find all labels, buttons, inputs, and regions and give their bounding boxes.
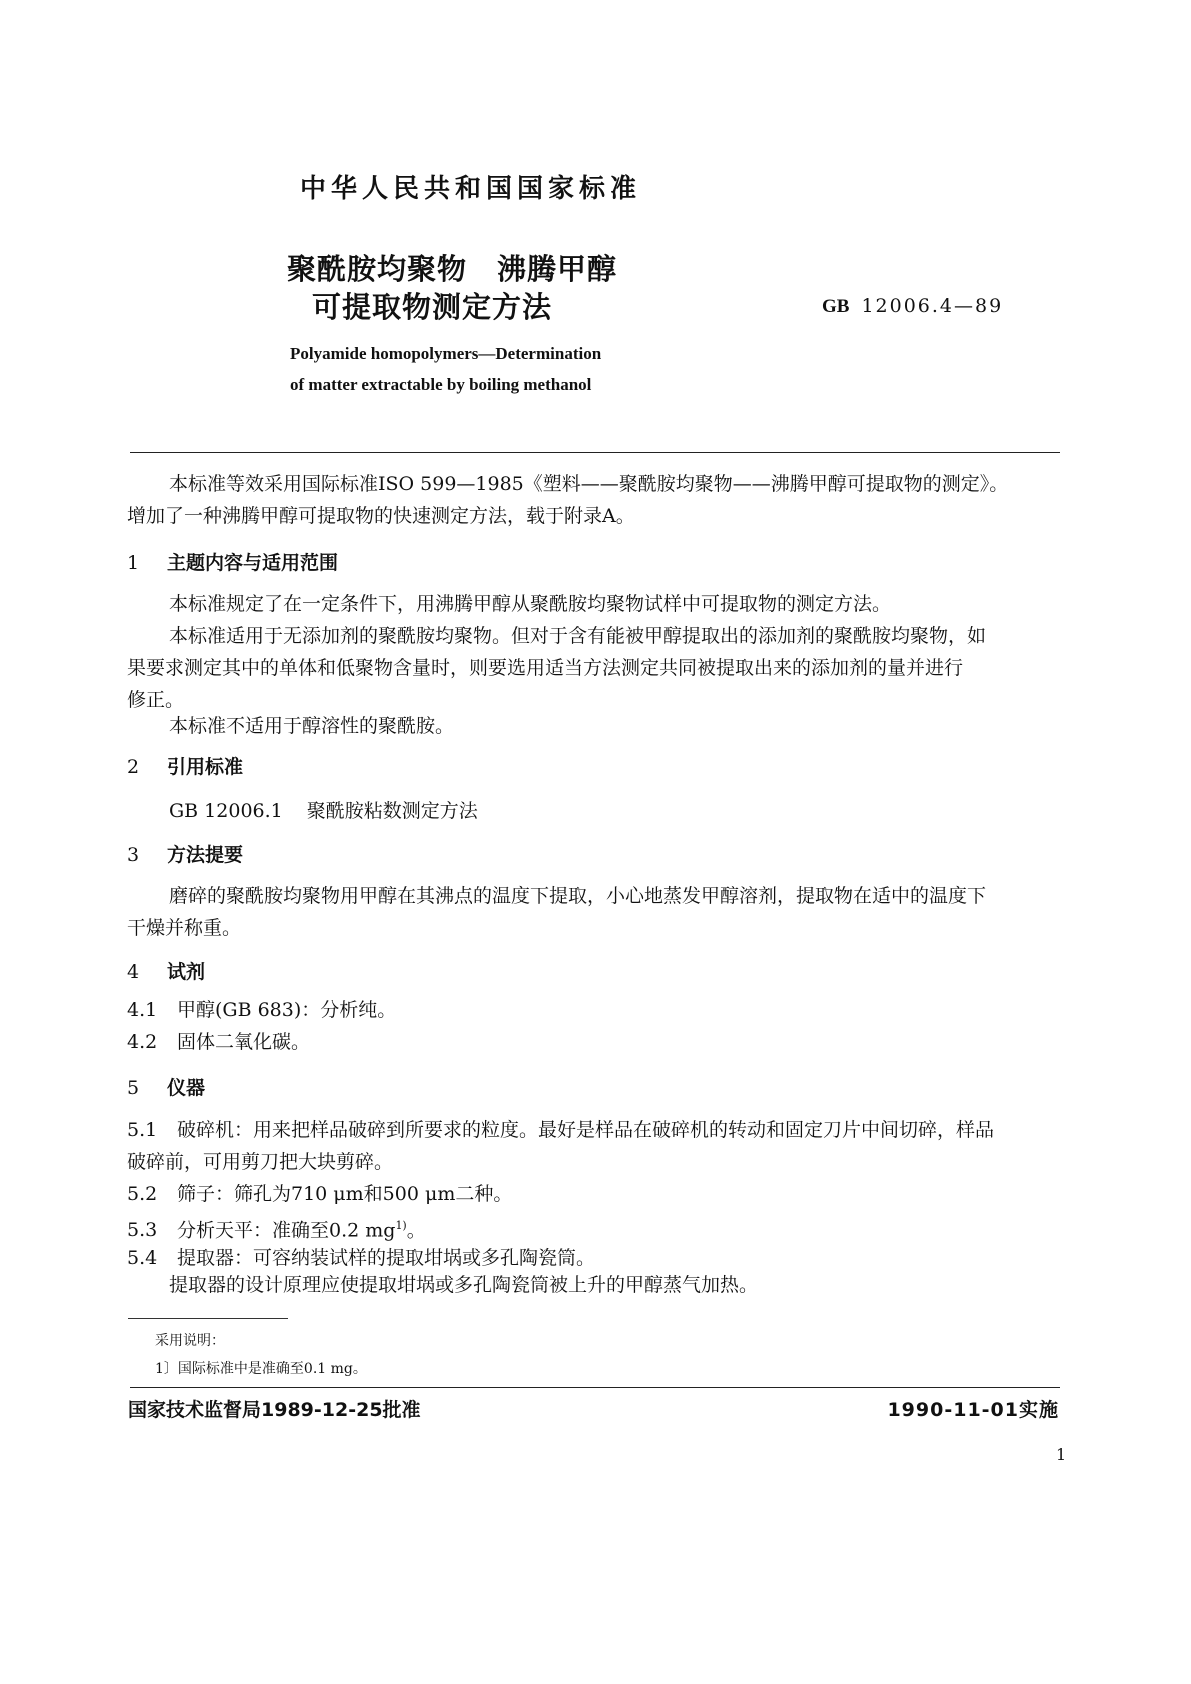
section-3-heading <box>127 840 243 867</box>
item-number: 5.4 <box>127 1247 158 1269</box>
reagent-item <box>127 994 396 1026</box>
apparatus-item-5-1-continued: 破碎前，可用剪刀把大块剪碎。 <box>127 1151 394 1173</box>
item-number: 5.2 <box>127 1183 158 1205</box>
item-text: 分析天平：准确至0.2 mg <box>177 1219 396 1242</box>
section-1-paragraph-2-line-1: 本标准适用于无添加剂的聚酰胺均聚物。但对于含有能被甲醇提取出的添加剂的聚酰胺均聚物，如 <box>169 625 987 647</box>
section-1-paragraph-2-line-3: 修正。 <box>127 689 185 711</box>
section-2-heading <box>127 752 243 779</box>
title-en-line-2: of matter extractable by boiling methanol <box>290 375 592 394</box>
section-3-title: 方法提要 <box>167 844 244 866</box>
reference-title: 聚酰胺粘数测定方法 <box>306 800 478 822</box>
section-2-title: 引用标准 <box>167 756 244 778</box>
section-1-title: 主题内容与适用范围 <box>167 552 339 574</box>
section-1-number: 1 <box>127 552 140 574</box>
section-1-paragraph-1: 本标准规定了在一定条件下，用沸腾甲醇从聚酰胺均聚物试样中可提取物的测定方法。 <box>169 593 892 615</box>
item-number: 4.2 <box>127 1031 158 1053</box>
item-text: 提取器：可容纳装试样的提取坩埚或多孔陶瓷筒。 <box>177 1247 596 1269</box>
reference-standard <box>169 795 478 827</box>
footnote-ref: 1) <box>395 1219 407 1232</box>
item-text: 固体二氧化碳。 <box>177 1031 311 1053</box>
section-3-number: 3 <box>127 844 140 866</box>
footnote-text: 1〕国际标准中是准确至0.1 mg。 <box>155 1361 367 1377</box>
header-rule <box>130 452 1060 453</box>
apparatus-item-5-4-note: 提取器的设计原理应使提取坩埚或多孔陶瓷筒被上升的甲醇蒸气加热。 <box>169 1274 759 1296</box>
effective-date: 1990-11-01实施 <box>887 1399 1059 1421</box>
section-4-title: 试剂 <box>167 961 206 983</box>
title-cn-line-1: 聚酰胺均聚物 沸腾甲醇 <box>287 252 618 286</box>
footnote-rule <box>128 1318 288 1319</box>
footnote-heading: 采用说明： <box>155 1333 225 1349</box>
apparatus-item-5-1 <box>127 1114 1062 1146</box>
item-text: 筛子：筛孔为710 μm和500 μm二种。 <box>177 1183 513 1205</box>
item-number: 5.3 <box>127 1219 158 1242</box>
title-en-line-1: Polyamide homopolymers—Determination <box>290 344 602 363</box>
standard-code-number: 12006.4—89 <box>861 295 1004 317</box>
intro-line-1: 本标准等效采用国际标准ISO 599—1985《塑料——聚酰胺均聚物——沸腾甲醇可提取物的测定》。 <box>169 473 1009 495</box>
document-header: 中华人民共和国国家标准 <box>300 174 642 204</box>
item-text: 甲醇(GB 683)：分析纯。 <box>177 999 397 1021</box>
standard-code-prefix: GB <box>822 296 850 317</box>
item-text-end: 。 <box>406 1219 426 1242</box>
section-5-number: 5 <box>127 1077 140 1099</box>
intro-line-2: 增加了一种沸腾甲醇可提取物的快速测定方法，载于附录A。 <box>127 505 635 527</box>
section-4-heading <box>127 957 205 984</box>
footer-rule <box>130 1387 1060 1388</box>
title-cn-line-2: 可提取物测定方法 <box>312 290 553 324</box>
section-5-title: 仪器 <box>167 1077 206 1099</box>
item-number: 4.1 <box>127 999 158 1021</box>
standard-code <box>822 295 1003 318</box>
approval-text: 国家技术监督局1989-12-25批准 <box>128 1399 421 1421</box>
apparatus-item-5-2 <box>127 1178 512 1210</box>
section-1-heading <box>127 548 338 575</box>
section-3-line-1: 磨碎的聚酰胺均聚物用甲醇在其沸点的温度下提取，小心地蒸发甲醇溶剂，提取物在适中的温度下 <box>169 885 987 907</box>
section-2-number: 2 <box>127 756 140 778</box>
section-4-number: 4 <box>127 961 140 983</box>
section-1-paragraph-2-line-2: 果要求测定其中的单体和低聚物含量时，则要选用适当方法测定共同被提取出来的添加剂的量并进行 <box>127 657 964 679</box>
apparatus-item-5-3 <box>127 1210 426 1246</box>
reagent-item <box>127 1026 310 1058</box>
item-text: 破碎机：用来把样品破碎到所要求的粒度。最好是样品在破碎机的转动和固定刀片中间切碎，样品 <box>177 1119 995 1141</box>
section-5-heading <box>127 1073 205 1100</box>
reference-code: GB 12006.1 <box>169 800 283 822</box>
item-number: 5.1 <box>127 1119 158 1141</box>
page-number: 1 <box>1056 1445 1067 1464</box>
section-1-paragraph-3: 本标准不适用于醇溶性的聚酰胺。 <box>169 715 455 737</box>
section-3-line-2: 干燥并称重。 <box>127 917 242 939</box>
